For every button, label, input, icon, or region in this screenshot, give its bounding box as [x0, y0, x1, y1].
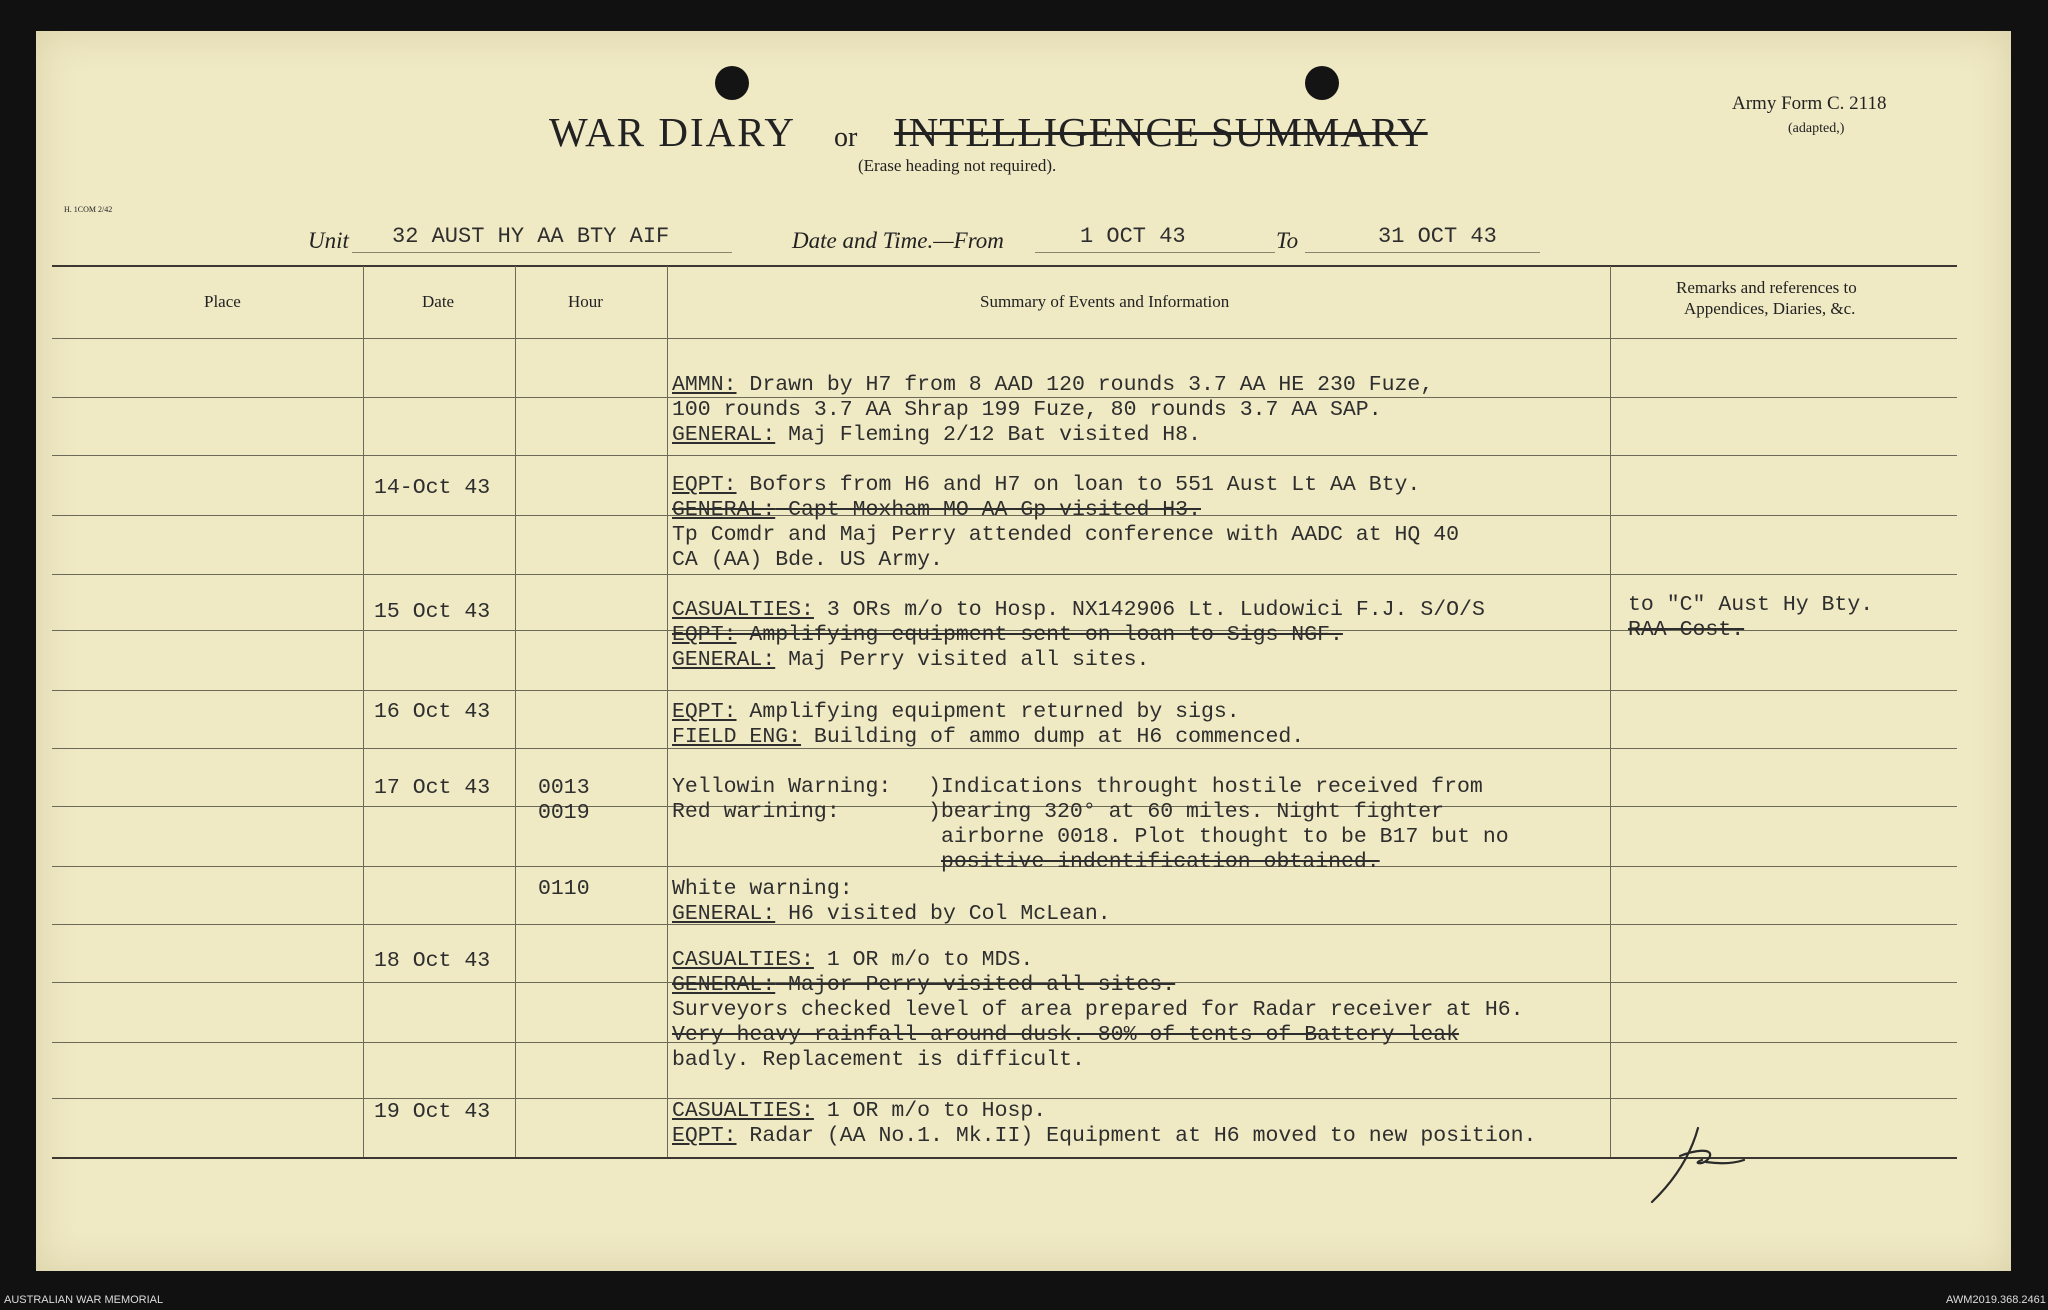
row-rule: [52, 690, 1957, 691]
entry-line: [672, 700, 1304, 725]
entry-line: )Indications throught hostile received from: [928, 775, 1483, 799]
column-header-remarks-line2: Appendices, Diaries, &c.: [1684, 299, 1856, 318]
archive-footer-right: AWM2019.368.2461: [1946, 1294, 2046, 1306]
entry-date: 18 Oct 43: [374, 949, 491, 973]
entry-line: [672, 623, 1485, 648]
entry-line: Surveyors checked level of area prepared for Radar receiver at H6.: [672, 998, 1524, 1022]
punch-hole-left: [715, 66, 749, 100]
entry-line: [672, 373, 1433, 398]
entry-line: badly. Replacement is difficult.: [672, 1048, 1085, 1072]
entry-text: Radar (AA No.1. Mk.II) Equipment at H6 moved to new position.: [736, 1124, 1537, 1148]
unit-value: 32 AUST HY AA BTY AIF: [392, 224, 670, 249]
entry-text: Building of ammo dump at H6 commenced.: [801, 725, 1305, 749]
unit-label: Unit: [308, 228, 349, 253]
header-bottom-rule: [52, 338, 1957, 339]
entry-hour: 0110: [538, 877, 590, 901]
column-header-place: Place: [204, 292, 241, 311]
from-underline: [1035, 252, 1275, 253]
entry-category: GENERAL:: [672, 648, 776, 672]
army-form-number: Army Form C. 2118: [1732, 93, 1887, 114]
entry-category: GENERAL:: [672, 423, 776, 447]
entry-category: EQPT:: [672, 700, 737, 724]
entry-line: [672, 598, 1485, 623]
entry-category: GENERAL:: [672, 973, 776, 997]
date-time-from-label: Date and Time.—From: [792, 228, 1004, 253]
entry-category: EQPT:: [672, 473, 737, 497]
column-divider-date: [515, 266, 516, 1157]
entry-text: 1 OR m/o to Hosp.: [813, 1099, 1047, 1123]
erase-heading-note: (Erase heading not required).: [858, 156, 1057, 175]
column-header-remarks-line1: Remarks and references to: [1676, 278, 1857, 297]
archive-footer-left: AUSTRALIAN WAR MEMORIAL: [4, 1294, 164, 1306]
remarks-entry: [1628, 593, 1873, 643]
entry-line: 100 rounds 3.7 AA Shrap 199 Fuze, 80 rounds 3.7 AA SAP.: [672, 398, 1382, 422]
form-title-struck: INTELLIGENCE SUMMARY: [894, 109, 1428, 155]
punch-hole-right: [1305, 66, 1339, 100]
column-divider-place: [363, 266, 364, 1157]
entry-date: 15 Oct 43: [374, 600, 491, 624]
entry-line: [672, 948, 1524, 973]
entry-line: [672, 498, 1459, 523]
entry-text: 3 ORs m/o to Hosp. NX142906 Lt. Ludowici F.J. S/O/S: [813, 598, 1485, 622]
entry-text: Bofors from H6 and H7 on loan to 551 Aust Lt AA Bty.: [736, 473, 1421, 497]
to-underline: [1305, 252, 1540, 253]
entry-line: [672, 473, 1459, 498]
unit-underline: [352, 252, 732, 253]
diary-entry: [672, 598, 1485, 673]
entry-date: 19 Oct 43: [374, 1100, 491, 1124]
entry-category: GENERAL:: [672, 498, 776, 522]
entry-hour: 0013: [538, 776, 590, 800]
entry-date: 16 Oct 43: [374, 700, 491, 724]
entry-line: Yellowin Warning:: [672, 775, 892, 799]
entry-category: EQPT:: [672, 623, 737, 647]
entry-text: Amplifying equipment returned by sigs.: [736, 700, 1240, 724]
diary-entry: [672, 877, 1111, 927]
entry-line: [672, 1099, 1536, 1124]
column-header-hour: Hour: [568, 292, 603, 311]
entry-line: positive indentification obtained.: [941, 850, 1380, 874]
entry-category: EQPT:: [672, 1124, 737, 1148]
entry-category: CASUALTIES:: [672, 948, 814, 972]
entry-line: [672, 973, 1524, 998]
row-rule: [52, 455, 1957, 456]
column-header-date: Date: [422, 292, 455, 311]
remark-line: RAA Cost.: [1628, 618, 1745, 642]
entry-text: 1 OR m/o to MDS.: [813, 948, 1034, 972]
entry-line: airborne 0018. Plot thought to be B17 but no: [941, 825, 1509, 849]
entry-text: Amplifying equipment sent on loan to Sigs NGF.: [736, 623, 1343, 647]
entry-line: [672, 648, 1485, 673]
entry-category: CASUALTIES:: [672, 1099, 814, 1123]
entry-line: [672, 725, 1304, 750]
entry-text: Maj Fleming 2/12 Bat visited H8.: [775, 423, 1201, 447]
entry-date: 17 Oct 43: [374, 776, 491, 800]
entry-hour: 0019: [538, 801, 590, 825]
form-title: WAR DIARY: [549, 109, 796, 155]
column-divider-summary: [1610, 266, 1611, 1157]
diary-entry: [672, 373, 1433, 448]
diary-entry: [672, 473, 1459, 573]
table-top-rule: [52, 265, 1957, 267]
entry-text: Maj Perry visited all sites.: [775, 648, 1150, 672]
entry-line: Tp Comdr and Maj Perry attended conference with AADC at HQ 40: [672, 523, 1460, 547]
column-divider-hour: [667, 266, 668, 1157]
entry-category: CASUALTIES:: [672, 598, 814, 622]
entry-line: [672, 1124, 1536, 1149]
diary-entry: [672, 948, 1524, 1073]
column-header-summary: Summary of Events and Information: [980, 292, 1230, 311]
remark-line: to "C" Aust Hy Bty.: [1628, 593, 1874, 617]
form-title-or: or: [834, 122, 858, 153]
diary-entry: [672, 1099, 1536, 1149]
form-code: H. 1COM 2/42: [64, 205, 113, 214]
entry-text: Major Perry visited all sites.: [775, 973, 1176, 997]
diary-entry: [672, 700, 1304, 750]
warning-description: [928, 775, 1509, 875]
entry-category: FIELD ENG:: [672, 725, 802, 749]
entry-line: [672, 423, 1433, 448]
to-date-value: 31 OCT 43: [1378, 224, 1497, 249]
entry-line: [672, 902, 1111, 927]
entry-category: GENERAL:: [672, 902, 776, 926]
row-rule: [52, 574, 1957, 575]
entry-text: Drawn by H7 from 8 AAD 120 rounds 3.7 AA HE 230 Fuze,: [736, 373, 1434, 397]
entry-line: Very heavy rainfall around dusk. 80% of tents of Battery leak: [672, 1023, 1460, 1047]
form-adapted-note: (adapted,): [1788, 121, 1845, 136]
entry-line: White warning:: [672, 877, 853, 901]
to-label: To: [1276, 228, 1299, 253]
diary-entry: [672, 775, 891, 825]
from-date-value: 1 OCT 43: [1080, 224, 1186, 249]
entry-text: H6 visited by Col McLean.: [775, 902, 1111, 926]
entry-line: )bearing 320° at 60 miles. Night fighter: [928, 800, 1445, 824]
entry-category: AMMN:: [672, 373, 737, 397]
entry-text: Capt Moxham MO AA Gp visited H3.: [775, 498, 1201, 522]
entry-line: Red warining:: [672, 800, 840, 824]
entry-date: 14-Oct 43: [374, 476, 491, 500]
handwritten-initials: [1640, 1120, 1750, 1210]
entry-line: CA (AA) Bde. US Army.: [672, 548, 943, 572]
